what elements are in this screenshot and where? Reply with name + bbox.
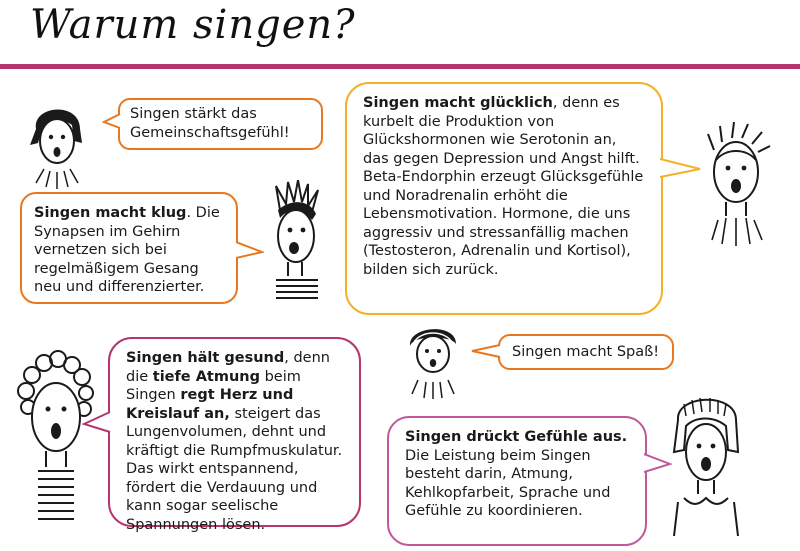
- singer-face-icon: [402, 320, 464, 400]
- bubble-gesund-bold1: Singen hält gesund: [126, 350, 285, 366]
- bubble-klug: [20, 192, 238, 304]
- bubble-tail: [236, 240, 264, 262]
- bubble-spass: [498, 334, 674, 370]
- singer-face-icon: [14, 345, 99, 535]
- singer-face-icon: [698, 120, 778, 255]
- bubble-gefuehle-text: Die Leistung beim Singen besteht darin, Atmung, Kehlkopfarbeit, Sprache und Gefühle zu koordinieren.: [405, 447, 611, 519]
- bubble-gesund-text2: beim Singen: [126, 368, 301, 403]
- bubble-gesund: [108, 337, 361, 533]
- bubble-gesund-text3: steigert das Lungenvolumen, dehnt und kräftigt die Rumpfmuskulatur. Das wirkt entspannend, fördert die Verdauung und kann sogar seelische Spannungen lösen.: [126, 405, 343, 533]
- bubble-gefuehle: [387, 416, 647, 546]
- bubble-gemeinschaft: [118, 98, 323, 150]
- bubble-tail: [660, 155, 702, 181]
- bubble-tail: [102, 112, 122, 132]
- bubble-gluecklich-bold: Singen macht glücklich: [363, 95, 553, 111]
- singer-face-icon: [22, 95, 92, 195]
- bubble-gemeinschaft-text: Singen stärkt das Gemeinschaftsgefühl!: [130, 106, 290, 141]
- singer-face-icon: [664, 390, 748, 540]
- bubble-tail: [470, 343, 502, 359]
- bubble-klug-bold: Singen macht klug: [34, 205, 187, 221]
- singer-face-icon: [262, 180, 332, 305]
- bubble-gluecklich: [345, 82, 663, 315]
- bubble-klug-text: . Die Synapsen im Gehirn vernetzen sich bei regelmäßigem Gesang neu und differenzierter.: [34, 205, 220, 295]
- bubble-gluecklich-text: , denn es kurbelt die Produktion von Glückshormonen wie Serotonin an, das gegen Depression und Angst hilft. Beta-Endorphin erzeugt Glücksgefühle und Noradrenalin erhöht die Lebensmotivation. Hormone, die uns aggressiv und stressanfällig machen (Testosteron, Adrenalin und Kortisol), bilden sich zurück.: [363, 95, 644, 278]
- bubble-gesund-text1: , denn die: [126, 350, 330, 385]
- bubble-gesund-bold2: tiefe Atmung: [152, 368, 260, 385]
- bubble-gesund-bold3: regt Herz und Kreislauf an,: [126, 387, 294, 422]
- title-divider: [0, 64, 800, 69]
- page-title: Warum singen?: [30, 2, 356, 48]
- bubble-gefuehle-bold: Singen drückt Gefühle aus.: [405, 429, 628, 445]
- bubble-spass-text: Singen macht Spaß!: [512, 344, 660, 360]
- bubble-tail: [82, 410, 112, 436]
